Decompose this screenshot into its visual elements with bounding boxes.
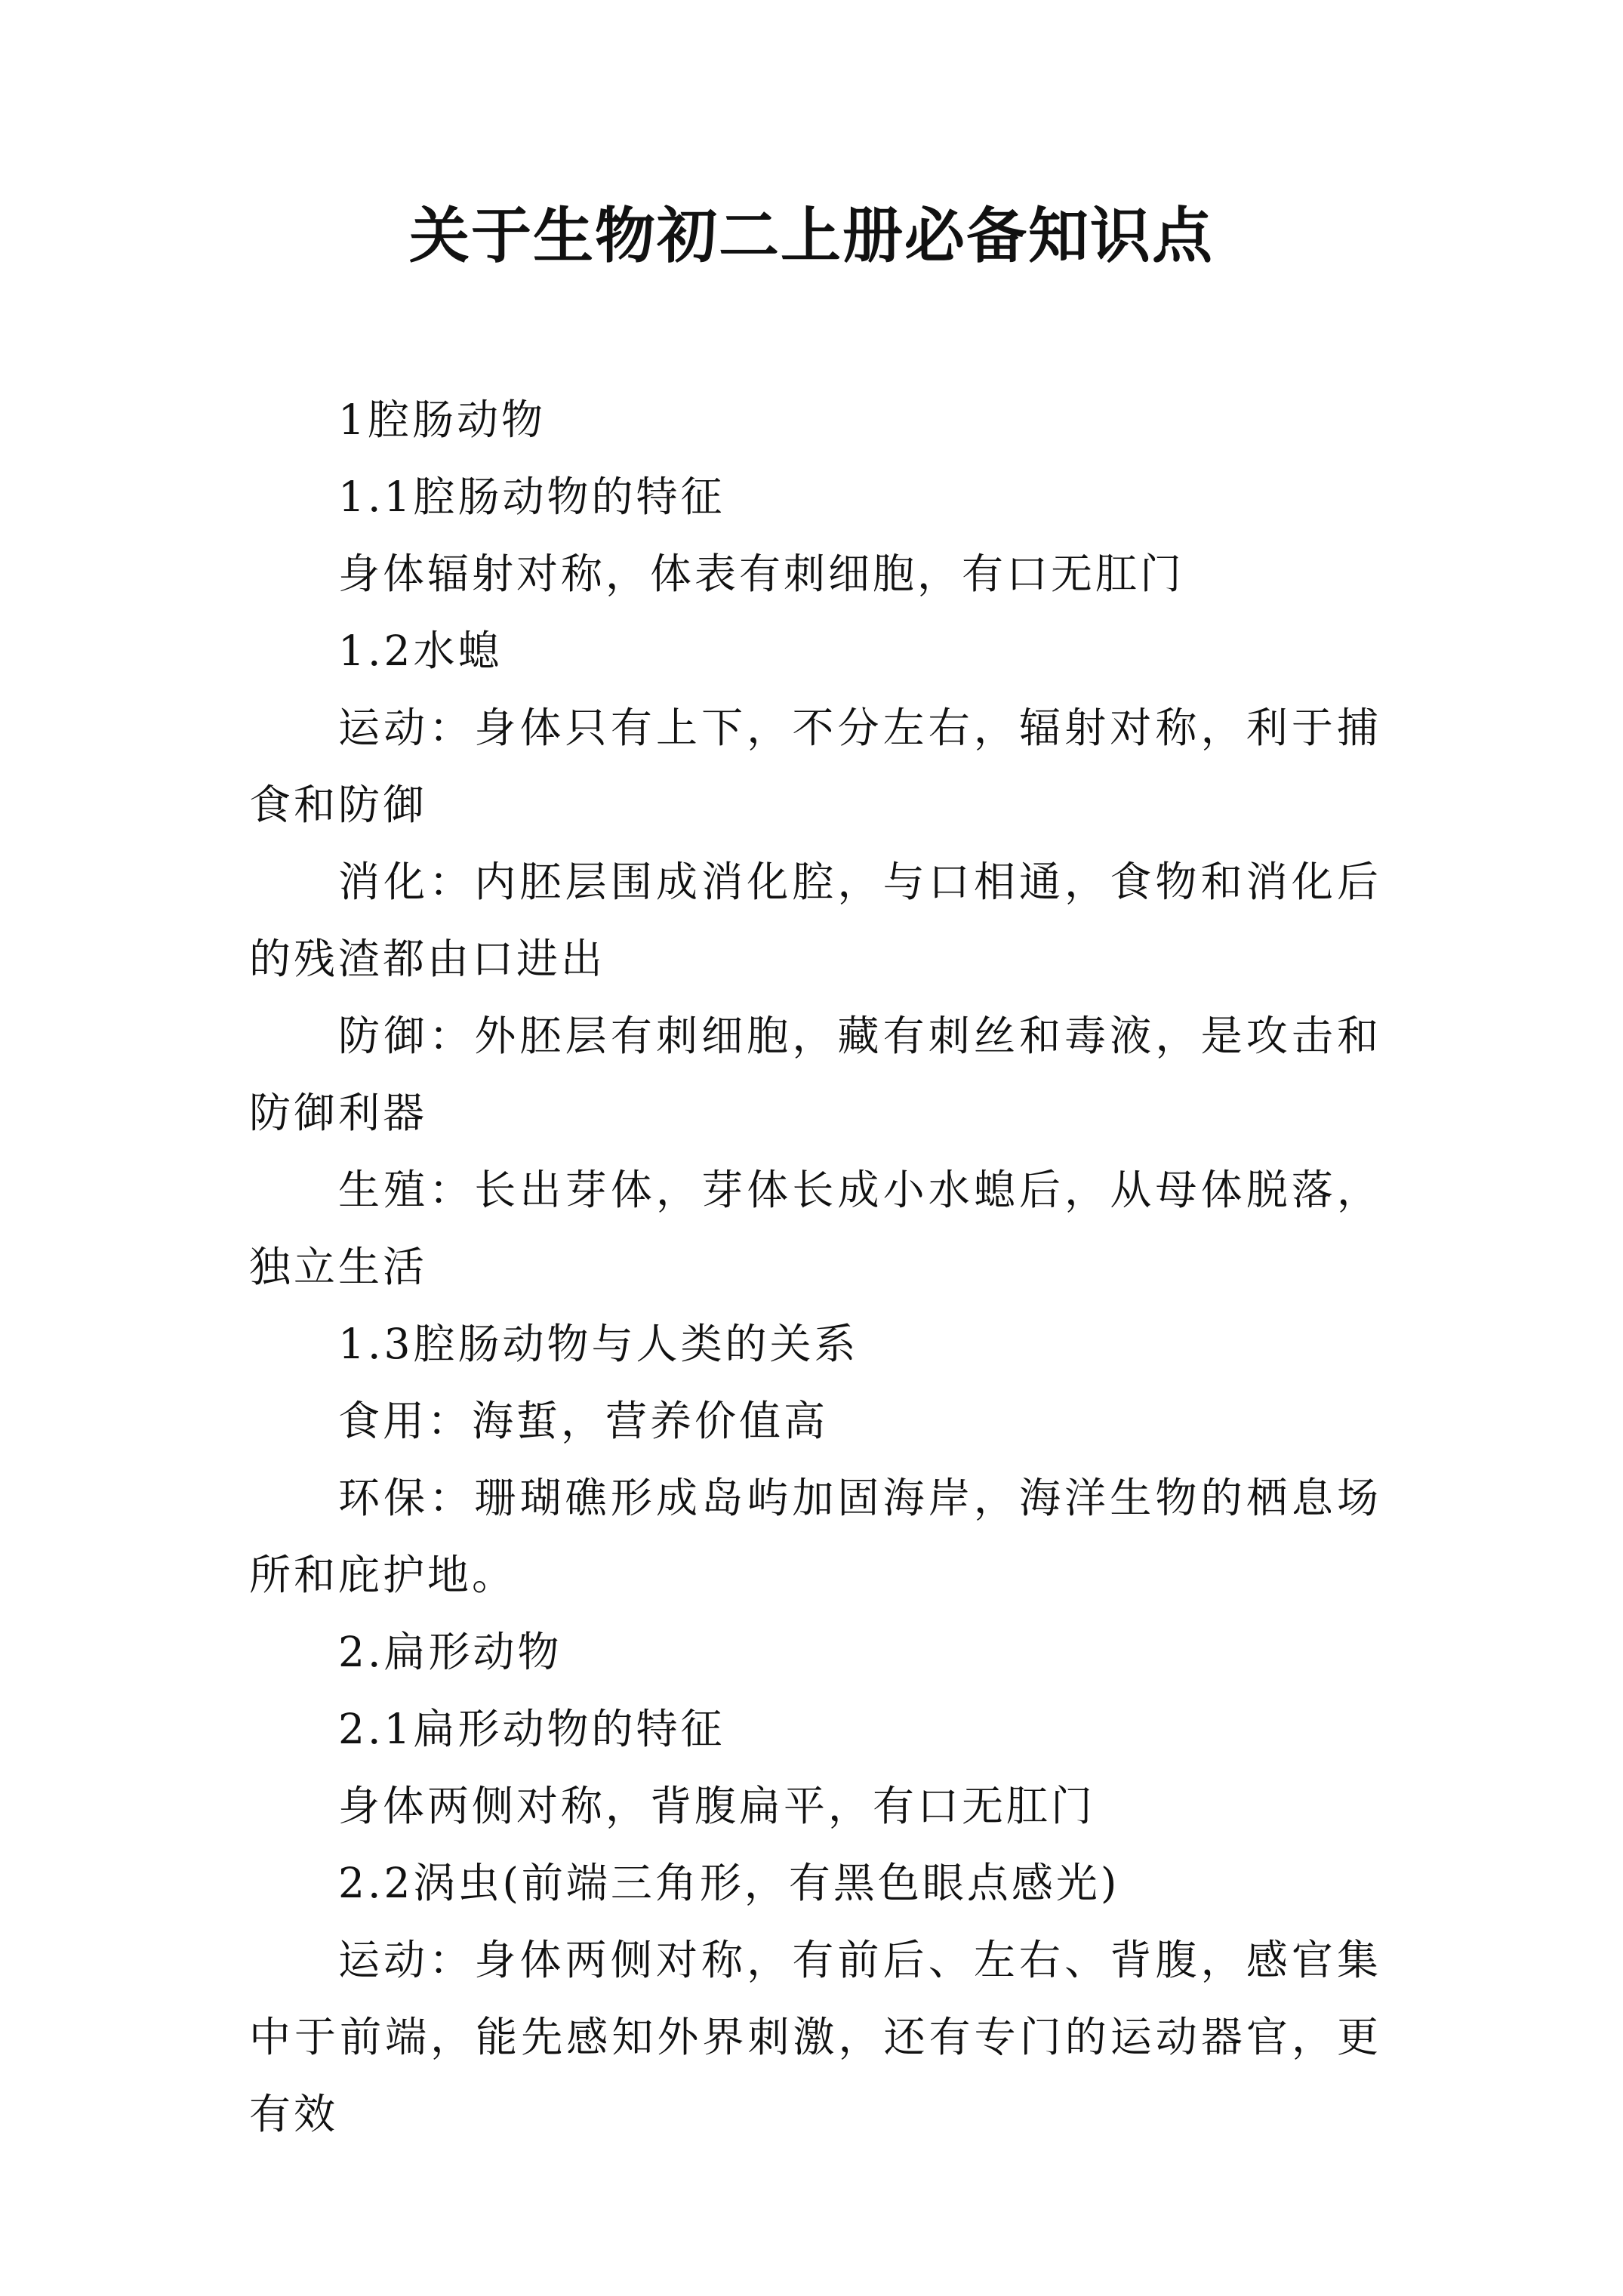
paragraph: 环保：珊瑚礁形成岛屿加固海岸，海洋生物的栖息场所和庇护地。: [249, 1474, 1381, 1599]
paragraph: 防御：外胚层有刺细胞，藏有刺丝和毒液，是攻击和防御利器: [249, 1012, 1381, 1137]
paragraph: 2.2涡虫(前端三角形，有黑色眼点感光): [338, 1859, 1120, 1907]
document-body: [249, 381, 1381, 2153]
document-title: 关于生物初二上册必备知识点: [409, 200, 1214, 271]
paragraph: 消化：内胚层围成消化腔，与口相通，食物和消化后的残渣都由口进出: [249, 858, 1381, 983]
paragraph: 2.1扁形动物的特征: [338, 1705, 725, 1753]
paragraph: 1腔肠动物: [338, 396, 546, 444]
paragraph: 运动：身体两侧对称，有前后、左右、背腹，感官集中于前端，能先感知外界刺激，还有专门的运动器官，更有效: [249, 1936, 1381, 2138]
paragraph: 身体两侧对称，背腹扁平，有口无肛门: [338, 1782, 1096, 1830]
paragraph: 1.2水螅: [338, 627, 503, 675]
paragraph: 食用：海蜇，营养价值高: [338, 1397, 829, 1445]
paragraph: 2.扁形动物: [338, 1628, 562, 1676]
paragraph: 生殖：长出芽体，芽体长成小水螅后，从母体脱落，独立生活: [249, 1166, 1381, 1291]
paragraph: 身体辐射对称，体表有刺细胞，有口无肛门: [338, 550, 1185, 598]
paragraph: 1.1腔肠动物的特征: [338, 473, 725, 521]
paragraph: 1.3腔肠动物与人类的关系: [338, 1320, 859, 1368]
paragraph: 运动：身体只有上下，不分左右，辐射对称，利于捕食和防御: [249, 704, 1381, 829]
